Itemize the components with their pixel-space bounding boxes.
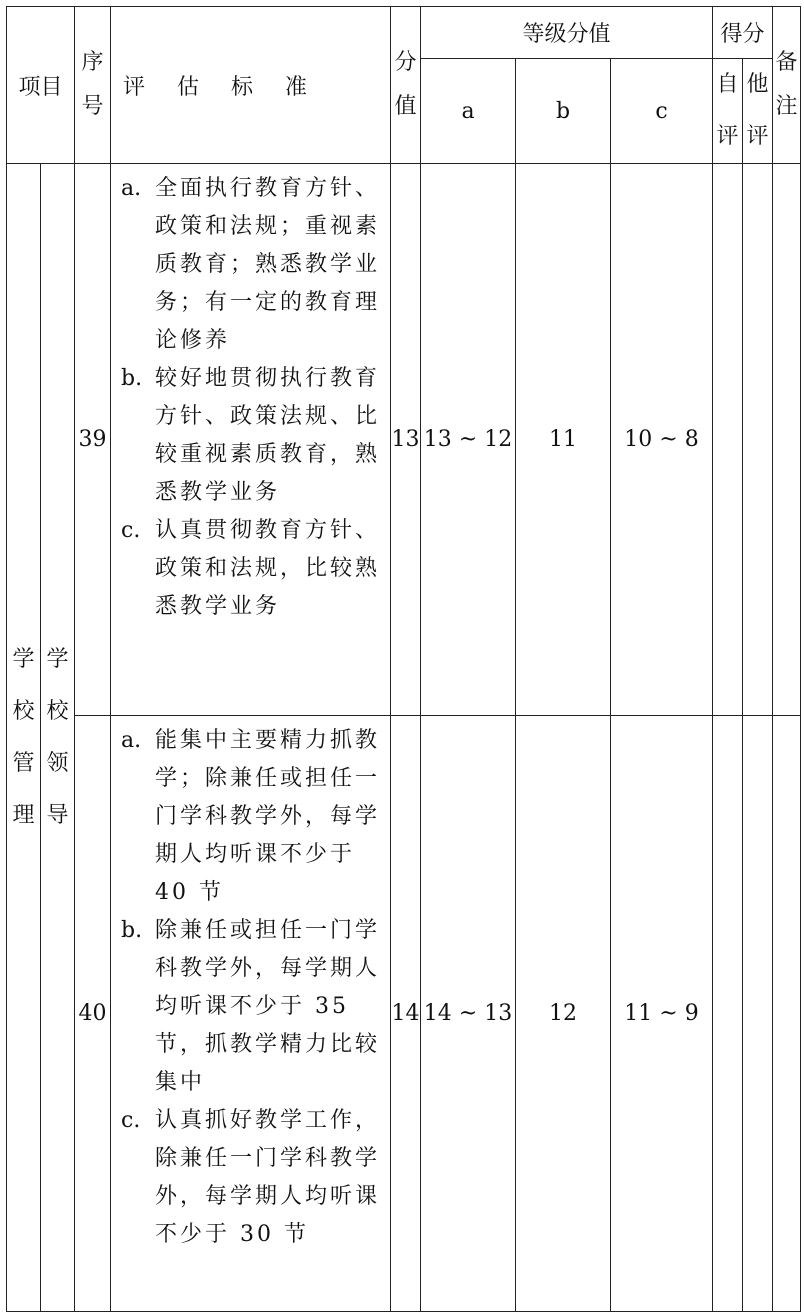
criteria-item: c. 认真抓好教学工作，除兼任一门学科教学外，每学期人均听课不少于 30 节	[121, 1108, 381, 1247]
row-self-eval	[713, 164, 743, 716]
row-grade-a: 14 ~ 13	[421, 716, 516, 1312]
row-other-eval	[743, 164, 773, 716]
row-remarks	[773, 716, 801, 1312]
header-project: 项目	[7, 7, 75, 164]
header-criteria: 评估标准	[111, 7, 391, 164]
row-grade-b: 11	[516, 164, 611, 716]
row-seq: 39	[75, 164, 111, 716]
row-criteria	[111, 164, 391, 716]
table-row	[7, 164, 801, 716]
evaluation-table-page	[6, 6, 796, 1262]
header-grade-b: b	[516, 59, 611, 164]
subcategory-cell: 学校领导	[41, 164, 75, 1312]
row-grade-c: 10 ~ 8	[611, 164, 713, 716]
row-grade-c: 11 ~ 9	[611, 716, 713, 1312]
header-grade-c: c	[611, 59, 713, 164]
row-score: 14	[391, 716, 421, 1312]
row-seq: 40	[75, 716, 111, 1312]
header-score: 分值	[391, 7, 421, 164]
header-remarks: 备注	[773, 7, 801, 164]
header-obtained: 得分	[713, 7, 773, 59]
row-other-eval	[743, 716, 773, 1312]
category-cell: 学校管理	[7, 164, 41, 1312]
row-self-eval	[713, 716, 743, 1312]
row-grade-a: 13 ~ 12	[421, 164, 516, 716]
header-seq: 序号	[75, 7, 111, 164]
header-other-eval: 他评	[743, 59, 773, 164]
header-self-eval: 自评	[713, 59, 743, 164]
header-grade-a: a	[421, 59, 516, 164]
header-row-1	[7, 7, 801, 59]
criteria-item: b. 除兼任或担任一门学科教学外，每学期人均听课不少于 35 节，抓教学精力比较集中	[121, 918, 381, 1095]
criteria-item: b. 较好地贯彻执行教育方针、政策法规、比较重视素质教育，熟悉教学业务	[121, 366, 381, 505]
row-grade-b: 12	[516, 716, 611, 1312]
row-remarks	[773, 164, 801, 716]
criteria-item: c. 认真贯彻教育方针、政策和法规，比较熟悉教学业务	[121, 518, 381, 619]
table-row	[7, 716, 801, 1312]
row-criteria	[111, 716, 391, 1312]
evaluation-table	[6, 6, 801, 1312]
header-grade-values: 等级分值	[421, 7, 713, 59]
criteria-item: a. 全面执行教育方针、政策和法规；重视素质教育；熟悉教学业务；有一定的教育理论修养	[121, 176, 381, 353]
row-score: 13	[391, 164, 421, 716]
criteria-item: a. 能集中主要精力抓教学；除兼任或担任一门学科教学外，每学期人均听课不少于 40 节	[121, 728, 381, 905]
